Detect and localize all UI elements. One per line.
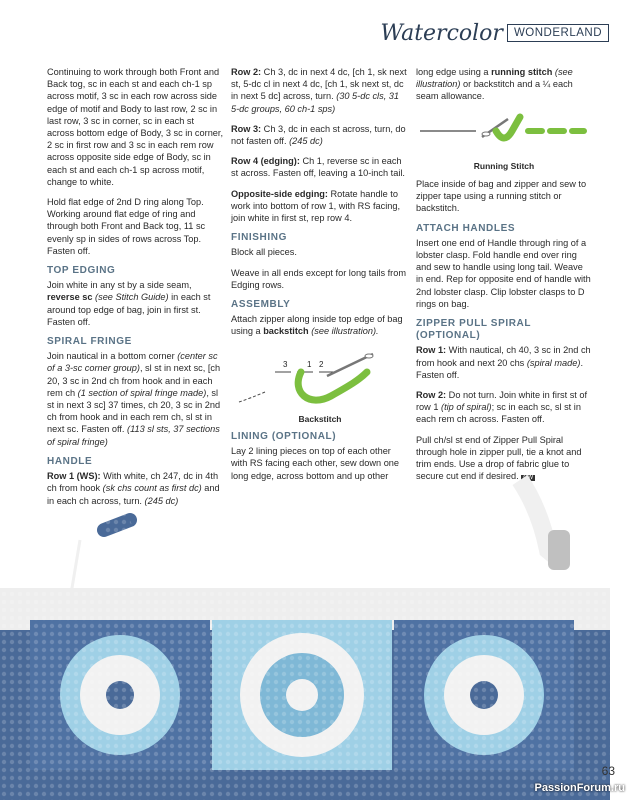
section-heading-handle: HANDLE: [47, 455, 93, 467]
stitch-number-3: 3: [283, 359, 288, 369]
site-watermark: PassionForum.ru: [534, 782, 625, 794]
header-box-title: WONDERLAND: [507, 24, 609, 42]
page-number: 63: [601, 764, 615, 778]
text-column-3: [416, 66, 592, 492]
section-heading-finishing: FINISHING: [231, 232, 287, 244]
finishing-text-1: Block all pieces.: [231, 247, 297, 258]
section-heading-lining: LINING (OPTIONAL): [231, 431, 337, 443]
backstitch-caption: Backstitch: [298, 413, 342, 424]
crochet-bag-photo: [0, 470, 633, 800]
section-heading-assembly: ASSEMBLY: [231, 299, 291, 311]
text-column-1: [47, 66, 223, 515]
spiral-fringe-text: Join nautical in a bottom corner (center sc of a 3-sc corner group), sl st in next sc, [ch 20, 3 sc in 2nd ch from hook and in each rem ch (1 section of spiral fringe made), sl st in next 3 sc] 37 times, ch 20, 3 sc in 2nd ch from hook and in each rem ch, sl st in next sc. Fasten off. (113 sl sts, 37 sections of spiral fringe): [47, 351, 221, 447]
attach-handles-text: Insert one end of Handle through ring of a lobster clasp. Fold handle end over ring and sew to handle using long tail. Weave in end. Rep for opposite end of handle with 2nd lobster clasp. Clip lobster clasps to D rings on bag.: [416, 237, 591, 309]
end-mark-icon: CW: [523, 475, 534, 482]
body-paragraph: Hold flat edge of 2nd D ring along Top. Working around flat edge of ring and through both Front and Back tog, 11 sc evenly sp in sides of rows across Top. Fasten off.: [47, 197, 206, 256]
section-heading-zipper-pull: ZIPPER PULL SPIRAL (OPTIONAL): [416, 318, 531, 342]
zipper-pull-text: Pull ch/sl st end of Zipper Pull Spiral through hole in zipper pull, tie a knot and trim ends. Use a drop of fabric glue to secure cut end if desired. CW: [416, 434, 582, 482]
lining-continued: long edge using a running stitch (see illustration) or backstitch and a ¼ each seam allowance.: [416, 67, 573, 102]
running-stitch-illustration: [416, 107, 592, 172]
top-edging-text: Join white in any st by a side seam, reverse sc (see Stitch Guide) in each st around top edge of bag, join in first st. Fasten off.: [47, 280, 211, 327]
handle-row-4: Row 4 (edging): Ch 1, reverse sc in each st across. Fasten off, leaving a 10-inch tail.: [231, 156, 405, 179]
stitch-number-2: 2: [319, 359, 324, 369]
assembly-text: Attach zipper along inside top edge of bag using a backstitch (see illustration).: [231, 314, 403, 337]
section-heading-attach-handles: ATTACH HANDLES: [416, 222, 516, 234]
running-stitch-caption: Running Stitch: [473, 160, 535, 171]
text-column-2: [231, 66, 409, 490]
magazine-header: [380, 20, 609, 46]
handle-row-2: Row 2: Ch 3, dc in next 4 dc, [ch 1, sk next st, 5-dc cl in next 4 dc, [ch 1, sk next st, dc in next 5 dc] across, turn. (30 5-dc cls, 31 5-dc groups, 60 ch-1 sps): [231, 67, 407, 114]
finishing-text-2: Weave in all ends except for long tails from Edging rows.: [231, 267, 406, 290]
stitch-number-1: 1: [307, 359, 312, 369]
header-script-title: Watercolor: [380, 20, 503, 46]
zipper-row-1: Row 1: With nautical, ch 40, 3 sc in 2nd ch from hook and next 20 chs (spiral made). Fasten off.: [416, 345, 591, 380]
section-heading-spiral-fringe: SPIRAL FRINGE: [47, 336, 132, 348]
section-heading-top-edging: TOP EDGING: [47, 265, 116, 277]
backstitch-diagram: [231, 342, 409, 408]
handle-row-3: Row 3: Ch 3, dc in each st across, turn, do not fasten off. (245 dc): [231, 123, 406, 147]
zipper-row-2: Row 2: Do not turn. Join white in first st of row 1 (tip of spiral); sc in each sc, sl st in each rem ch across. Fasten off.: [416, 390, 588, 425]
lining-text: Lay 2 lining pieces on top of each other with RS facing each other, sew down one long edge, across bottom and up other: [231, 446, 400, 481]
place-lining-text: Place inside of bag and zipper and sew to zipper tape using a running stitch or backstitch.: [416, 179, 587, 214]
running-stitch-diagram: [416, 107, 592, 155]
body-paragraph: Continuing to work through both Front and Back tog, sc in each st and each ch-1 sp across motif, 3 sc in each row across side edge of motif and Body to last row, 2 sc in last row, 3 sc in corner, sc in each st across bottom edge of Body, 3 sc in corner, 2 sc in first row and 3 sc in each rem row across opposite side edge of Body, sc in each st and each ch-1 sp across motif, change to white.: [47, 67, 224, 187]
opposite-side-edging: Opposite-side edging: Rotate handle to work into bottom of row 1, with RS facing, join white in first st, rep row 4.: [231, 188, 401, 224]
backstitch-illustration: [231, 342, 409, 425]
handle-row-1: Row 1 (WS): With white, ch 247, dc in 4th ch from hook (sk chs count as first dc) and in each ch across, turn. (245 dc): [47, 471, 220, 506]
